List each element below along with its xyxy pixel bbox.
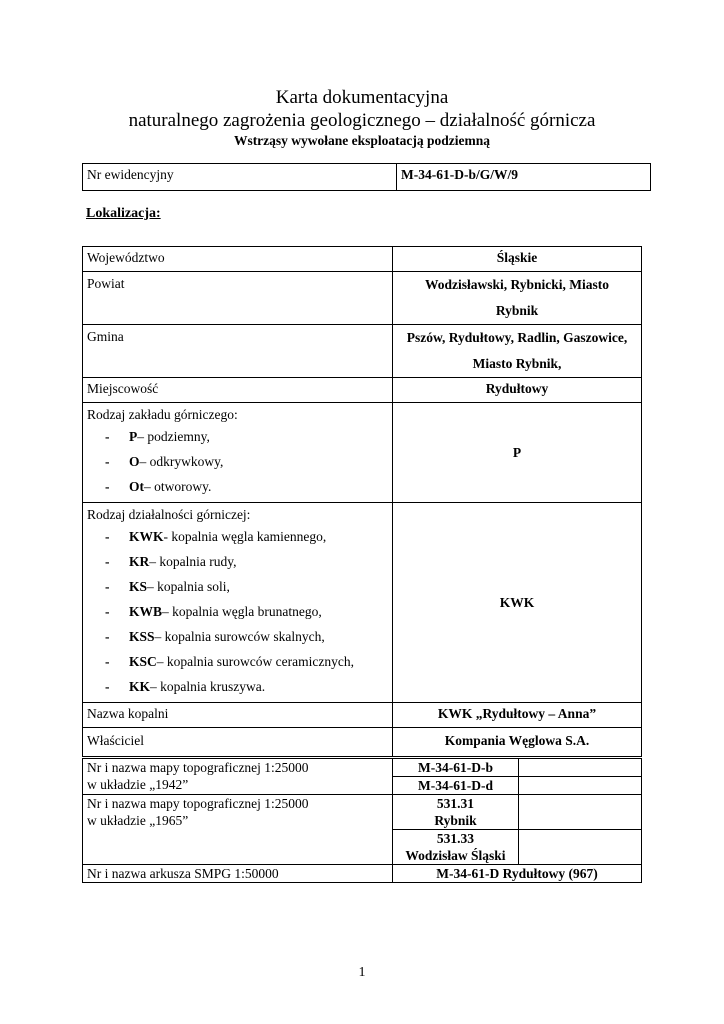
list-item: - KSS – kopalnia surowców skalnych,: [105, 629, 325, 644]
list-item: - KK – kopalnia kruszywa.: [105, 679, 266, 694]
map-1965-label-line2: w układzie „1965”: [87, 813, 189, 828]
map-1942-entry: M-34-61-D-b: [393, 759, 519, 777]
wlasciciel-label: Właściciel: [83, 728, 393, 757]
list-item: - KWB – kopalnia węgla brunatnego,: [105, 604, 322, 619]
table-row: [83, 795, 642, 865]
map-1965-label-line1: Nr i nazwa mapy topograficznej 1:25000: [87, 796, 309, 811]
registration-table: [82, 163, 651, 191]
table-row: [83, 272, 642, 325]
gmina-value: [392, 325, 641, 378]
list-item: - KSC – kopalnia surowców ceramicznych,: [105, 654, 354, 669]
map-1942-label-line1: Nr i nazwa mapy topograficznej 1:25000: [87, 760, 309, 775]
miejscowosc-value: Rydułtowy: [392, 378, 641, 403]
map-1965-entry: 531.33 Wodzisław Śląski: [393, 830, 519, 865]
rodzaj-zakladu-cell: [83, 403, 393, 503]
table-row: [83, 325, 642, 378]
map-1965-entry: 531.31 Rybnik: [393, 795, 519, 830]
nazwa-kopalni-value: KWK „Rydułtowy – Anna”: [392, 703, 641, 728]
document-title-line2: naturalnego zagrożenia geologicznego – działalność górnicza: [128, 110, 596, 131]
list-item: - O – odkrywkowy,: [105, 454, 224, 469]
map-1965-values: [392, 795, 641, 865]
map-1942-label: [83, 759, 393, 795]
wojewodztwo-value: Śląskie: [392, 247, 641, 272]
wlasciciel-value: Kompania Węglowa S.A.: [392, 728, 641, 757]
wojewodztwo-label: Województwo: [83, 247, 393, 272]
table-row: [83, 759, 642, 795]
powiat-label: Powiat: [83, 272, 393, 325]
list-item: - KWK - kopalnia węgla kamiennego,: [105, 529, 327, 544]
table-row: [83, 503, 642, 703]
table-row: [83, 403, 642, 503]
map-1965-label: [83, 795, 393, 865]
miejscowosc-label: Miejscowość: [83, 378, 393, 403]
page-number: 1: [358, 965, 366, 980]
smpg-value: M-34-61-D Rydułtowy (967): [392, 865, 641, 883]
map-1942-values: [392, 759, 641, 795]
gmina-label: Gmina: [83, 325, 393, 378]
document-subtitle: Wstrząsy wywołane eksploatacją podziemną: [233, 133, 491, 148]
powiat-value: [392, 272, 641, 325]
nr-ewidencyjny-value: M-34-61-D-b/G/W/9: [397, 164, 651, 191]
table-row: [83, 247, 642, 272]
gmina-value-line2: Miasto Rybnik,: [472, 356, 562, 371]
map-1942-entry: M-34-61-D-d: [393, 777, 519, 795]
table-row: [83, 728, 642, 757]
smpg-label: Nr i nazwa arkusza SMPG 1:50000: [83, 865, 393, 883]
map-1942-label-line2: w układzie „1942”: [87, 777, 189, 792]
table-row: [83, 865, 642, 883]
nr-ewidencyjny-label: Nr ewidencyjny: [83, 164, 397, 191]
rodzaj-dzialalnosci-label: Rodzaj działalności górniczej:: [87, 507, 251, 522]
rodzaj-dzialalnosci-value: KWK: [392, 503, 641, 703]
nazwa-kopalni-label: Nazwa kopalni: [83, 703, 393, 728]
list-item: - KR – kopalnia rudy,: [105, 554, 237, 569]
table-row: [83, 378, 642, 403]
table-row: [83, 703, 642, 728]
location-table: [82, 246, 642, 757]
powiat-value-line2: Rybnik: [495, 303, 539, 318]
rodzaj-dzialalnosci-cell: [83, 503, 393, 703]
rodzaj-zakladu-label: Rodzaj zakładu górniczego:: [87, 407, 238, 422]
list-item: - KS – kopalnia soli,: [105, 579, 230, 594]
powiat-value-line1: Wodzisławski, Rybnicki, Miasto: [424, 277, 610, 292]
gmina-value-line1: Pszów, Rydułtowy, Radlin, Gaszowice,: [406, 330, 628, 345]
rodzaj-zakladu-value: P: [392, 403, 641, 503]
list-item: - Ot – otworowy.: [105, 479, 212, 494]
document-title: Karta dokumentacyjna: [275, 87, 449, 108]
lokalizacja-heading: Lokalizacja:: [86, 206, 161, 221]
list-item: - P – podziemny,: [105, 429, 210, 444]
maps-table: [82, 758, 642, 883]
